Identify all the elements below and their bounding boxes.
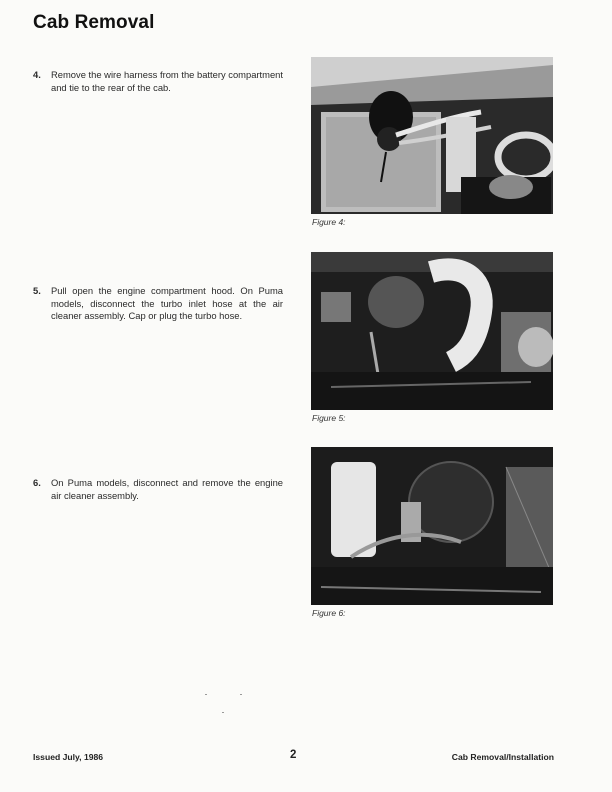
figure-5-photo <box>311 252 553 410</box>
step-6 <box>33 477 283 502</box>
page-number: 2 <box>290 749 297 761</box>
step-number: 6. <box>33 477 41 488</box>
figure-4-photo <box>311 57 553 214</box>
step-number: 4. <box>33 69 41 80</box>
figure-6-photo <box>311 447 553 605</box>
step-4 <box>33 69 283 94</box>
step-text: Pull open the engine compartment hood. On Puma models, disconnect the turbo inlet hose at the air cleaner assembly. Cap or plug the turbo hose. <box>51 285 283 322</box>
step-text: Remove the wire harness from the battery compartment and tie to the rear of the cab. <box>51 69 283 93</box>
footer-section-title: Cab Removal/Installation <box>451 752 554 762</box>
step-number: 5. <box>33 285 41 296</box>
step-5 <box>33 285 283 323</box>
figure-6-caption: Figure 6: <box>312 608 346 618</box>
figure-4-caption: Figure 4: <box>312 217 346 227</box>
footer-issued-date: Issued July, 1986 <box>33 752 104 762</box>
step-text: On Puma models, disconnect and remove the engine air cleaner assembly. <box>51 477 283 501</box>
page-title: Cab Removal <box>33 12 155 33</box>
figure-5-caption: Figure 5: <box>312 413 346 423</box>
